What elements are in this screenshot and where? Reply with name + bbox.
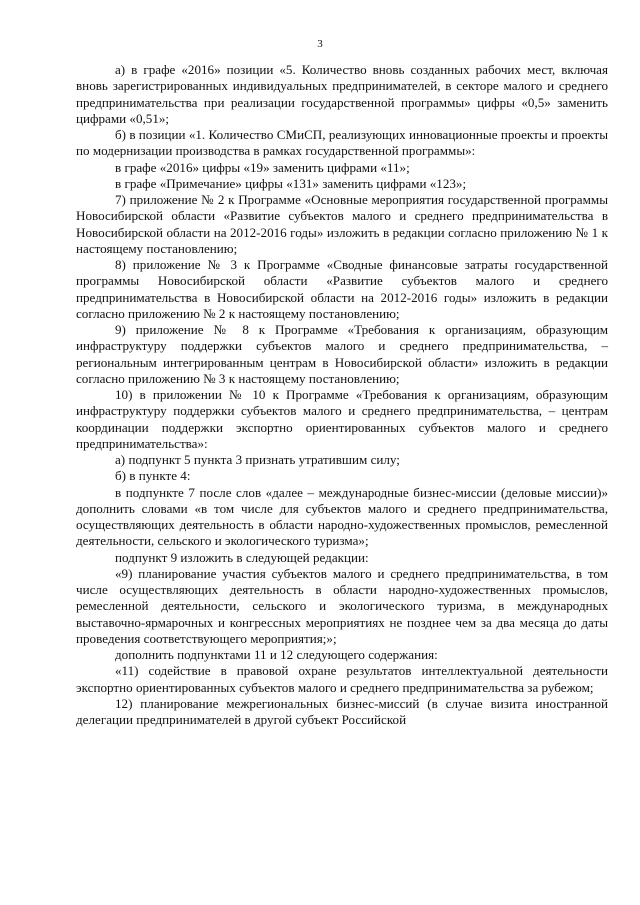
page-number: 3 — [317, 38, 323, 50]
paragraph: а) подпункт 5 пункта 3 признать утратившим силу; — [115, 452, 400, 467]
paragraph: подпункт 9 изложить в следующей редакции: — [115, 549, 369, 565]
paragraph: а) в графе «2016» позиции «5. Количество вновь созданных рабочих мест, включая вновь зарегистрированных индивидуальных предпринимателей, в секторе малого и среднего предпринимательства при реализации государственной программы» цифры «0,5» заменить цифрами «0,51»; — [76, 62, 608, 126]
paragraph: в графе «Примечание» цифры «131» заменить цифрами «123»; — [115, 175, 467, 191]
paragraph: «9) планирование участия субъектов малого и среднего предпринимательства, в том числе осуществляющих деятельность в области народно-художественных промыслов, ремесленной деятельности, сельского и экологического туризма, в международных выставочно-ярмарочных и конгрессных мероприятиях не позднее чем за два месяца до даты проведения соответствующего мероприятия;»; — [76, 565, 608, 646]
paragraph: 10) в приложении № 10 к Программе «Требования к организациям, образующим инфраструктуру поддержки субъектов малого и среднего предпринимательства, – центрам координации поддержки экспортно ориентированных субъектов малого и среднего предпринимательства»: — [76, 387, 608, 451]
paragraph: дополнить подпунктами 11 и 12 следующего содержания: — [115, 647, 438, 662]
paragraph: 12) планирование межрегиональных бизнес-миссий (в случае визита иностранной делегации предпринимателей в другой субъект Российской — [76, 695, 608, 727]
paragraph: в графе «2016» цифры «19» заменить цифрами «11»; — [115, 159, 410, 175]
document-body — [76, 62, 608, 728]
paragraph: б) в пункте 4: — [115, 468, 191, 484]
paragraph: б) в позиции «1. Количество СМиСП, реализующих инновационные проекты и проекты по модернизации производства в рамках государственной программы»: — [76, 127, 608, 159]
paragraph: 8) приложение № 3 к Программе «Сводные финансовые затраты государственной программы Новосибирской области «Развитие субъектов малого и среднего предпринимательства в Новосибирской области на 2012-2016 годы» изложить в редакции согласно приложению № 2 к настоящему постановлению; — [76, 257, 608, 321]
paragraph: 7) приложение № 2 к Программе «Основные мероприятия государственной программы Новосибирской области «Развитие субъектов малого и среднего предпринимательства в Новосибирской области на 2012-2016 годы» изложить в редакции согласно приложению № 1 к настоящему постановлению; — [76, 192, 608, 256]
paragraph: в подпункте 7 после слов «далее – международные бизнес-миссии (деловые миссии)» дополнить словами «в том числе для субъектов малого и среднего предпринимательства, осуществляющих деятельность в области народно-художественных промыслов, ремесленной деятельности, сельского и экологического туризма»; — [76, 484, 608, 549]
paragraph: «11) содействие в правовой охране результатов интеллектуальной деятельности экспортно ориентированных субъектов малого и среднего предпринимательства за рубежом; — [76, 663, 608, 695]
paragraph: 9) приложение № 8 к Программе «Требования к организациям, образующим инфраструктуру поддержки субъектов малого и среднего предпринимательства, – региональным интегрированным центрам в Новосибирской области» изложить в редакции согласно приложению № 3 к настоящему постановлению; — [76, 322, 608, 386]
